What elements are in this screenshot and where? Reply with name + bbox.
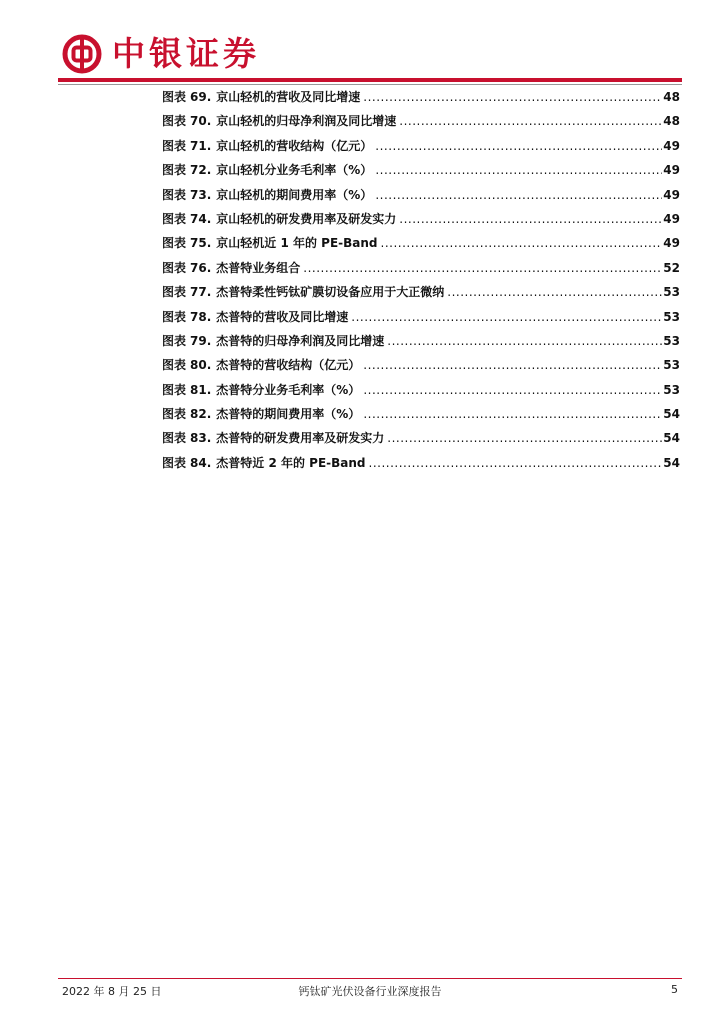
toc-figure-number: 77. [190,285,212,300]
toc-entry[interactable] [162,161,680,185]
toc-entry[interactable] [162,186,680,210]
toc-page-number: 54 [663,407,680,422]
toc-figure-title: 杰普特分业务毛利率（%） [216,382,361,397]
toc-page-number: 53 [663,358,680,373]
toc-leader-dots [375,188,662,202]
toc-prefix: 图表 [162,285,187,300]
toc-prefix: 图表 [162,407,187,422]
toc-entry[interactable] [162,454,680,478]
toc-entry[interactable] [162,259,680,283]
toc-entry[interactable] [162,234,680,258]
page-number: 5 [671,983,678,996]
toc-leader-dots [363,383,662,397]
page-footer [62,983,678,999]
toc-page-number: 48 [663,90,680,104]
toc-page-number: 53 [663,382,680,397]
toc-figure-title: 京山轻机的营收及同比增速 [216,90,361,104]
toc-figure-title: 杰普特的营收及同比增速 [216,309,349,324]
toc-leader-dots [363,407,662,421]
toc-entry[interactable] [162,356,680,380]
toc-prefix: 图表 [162,382,187,397]
toc-page-number: 49 [663,236,680,251]
toc-figure-number: 80. [190,358,212,373]
toc-figure-title: 杰普特业务组合 [216,260,301,275]
page-header [62,34,260,74]
brand-name: 中银证券 [112,34,260,73]
toc-figure-number: 69. [190,90,212,104]
toc-entry[interactable] [162,210,680,234]
toc-page-number: 49 [663,187,680,202]
toc-page-number: 54 [663,431,680,446]
toc-entry[interactable] [162,283,680,307]
toc-figure-number: 84. [190,455,212,470]
toc-figure-number: 83. [190,431,212,446]
toc-leader-dots [351,310,662,324]
toc-prefix: 图表 [162,163,187,178]
toc-page-number: 53 [663,285,680,300]
toc-figure-title: 京山轻机的营收结构（亿元） [216,138,373,153]
toc-prefix: 图表 [162,431,187,446]
toc-entry[interactable] [162,429,680,453]
toc-figure-title: 杰普特的营收结构（亿元） [216,358,361,373]
toc-leader-dots [363,358,662,372]
toc-prefix: 图表 [162,211,187,226]
toc-figure-number: 82. [190,407,212,422]
toc-figure-number: 72. [190,163,212,178]
toc-figure-number: 78. [190,309,212,324]
toc-figure-title: 杰普特的归母净利润及同比增速 [216,333,385,348]
toc-entry[interactable] [162,137,680,161]
toc-prefix: 图表 [162,114,187,129]
toc-prefix: 图表 [162,455,187,470]
header-divider-thin [58,84,682,85]
toc-leader-dots [303,261,662,275]
toc-page-number: 48 [663,114,680,129]
toc-figure-title: 杰普特柔性钙钛矿膜切设备应用于大正微纳 [216,285,445,300]
toc-leader-dots [399,212,662,226]
toc-leader-dots [369,456,663,470]
toc-figure-number: 76. [190,260,212,275]
toc-leader-dots [387,431,662,445]
toc-leader-dots [387,334,662,348]
toc-page-number: 49 [663,211,680,226]
toc-entry[interactable] [162,332,680,356]
toc-figure-number: 81. [190,382,212,397]
toc-figure-title: 京山轻机分业务毛利率（%） [216,163,373,178]
toc-page-number: 52 [663,260,680,275]
toc-prefix: 图表 [162,260,187,275]
toc-figure-number: 75. [190,236,212,251]
toc-figure-number: 71. [190,138,212,153]
toc-figure-title: 京山轻机近 1 年的 PE-Band [216,236,378,251]
toc-entry[interactable] [162,112,680,136]
toc-figure-title: 杰普特的期间费用率（%） [216,407,361,422]
footer-divider [58,978,682,979]
toc-leader-dots [381,236,663,250]
toc-figure-title: 杰普特的研发费用率及研发实力 [216,431,385,446]
toc-leader-dots [447,285,662,299]
toc-figure-title: 京山轻机的研发费用率及研发实力 [216,211,397,226]
toc-leader-dots [399,114,662,128]
toc-prefix: 图表 [162,187,187,202]
toc-page-number: 53 [663,309,680,324]
toc-figure-number: 79. [190,333,212,348]
toc-prefix: 图表 [162,236,187,251]
toc-entry[interactable] [162,381,680,405]
toc-page-number: 54 [663,455,680,470]
toc-leader-dots [375,139,662,153]
toc-figure-number: 73. [190,187,212,202]
toc-prefix: 图表 [162,358,187,373]
toc-page-number: 49 [663,163,680,178]
toc-figure-title: 杰普特近 2 年的 PE-Band [216,455,366,470]
toc-prefix: 图表 [162,90,187,104]
toc-entry[interactable] [162,308,680,332]
toc-figure-number: 74. [190,211,212,226]
header-divider [58,78,682,82]
toc-figure-title: 京山轻机的归母净利润及同比增速 [216,114,397,129]
footer-date: 2022 年 8 月 25 日 [62,985,162,998]
toc-prefix: 图表 [162,333,187,348]
toc-figure-title: 京山轻机的期间费用率（%） [216,187,373,202]
table-of-figures [162,88,680,478]
toc-figure-number: 70. [190,114,212,129]
toc-leader-dots [375,163,662,177]
toc-page-number: 53 [663,333,680,348]
bank-of-china-logo-icon [62,34,102,74]
toc-prefix: 图表 [162,138,187,153]
toc-entry[interactable] [162,88,680,112]
toc-entry[interactable] [162,405,680,429]
toc-page-number: 49 [663,138,680,153]
toc-leader-dots [363,90,662,104]
toc-prefix: 图表 [162,309,187,324]
footer-report-title: 钙钛矿光伏设备行业深度报告 [298,985,442,998]
